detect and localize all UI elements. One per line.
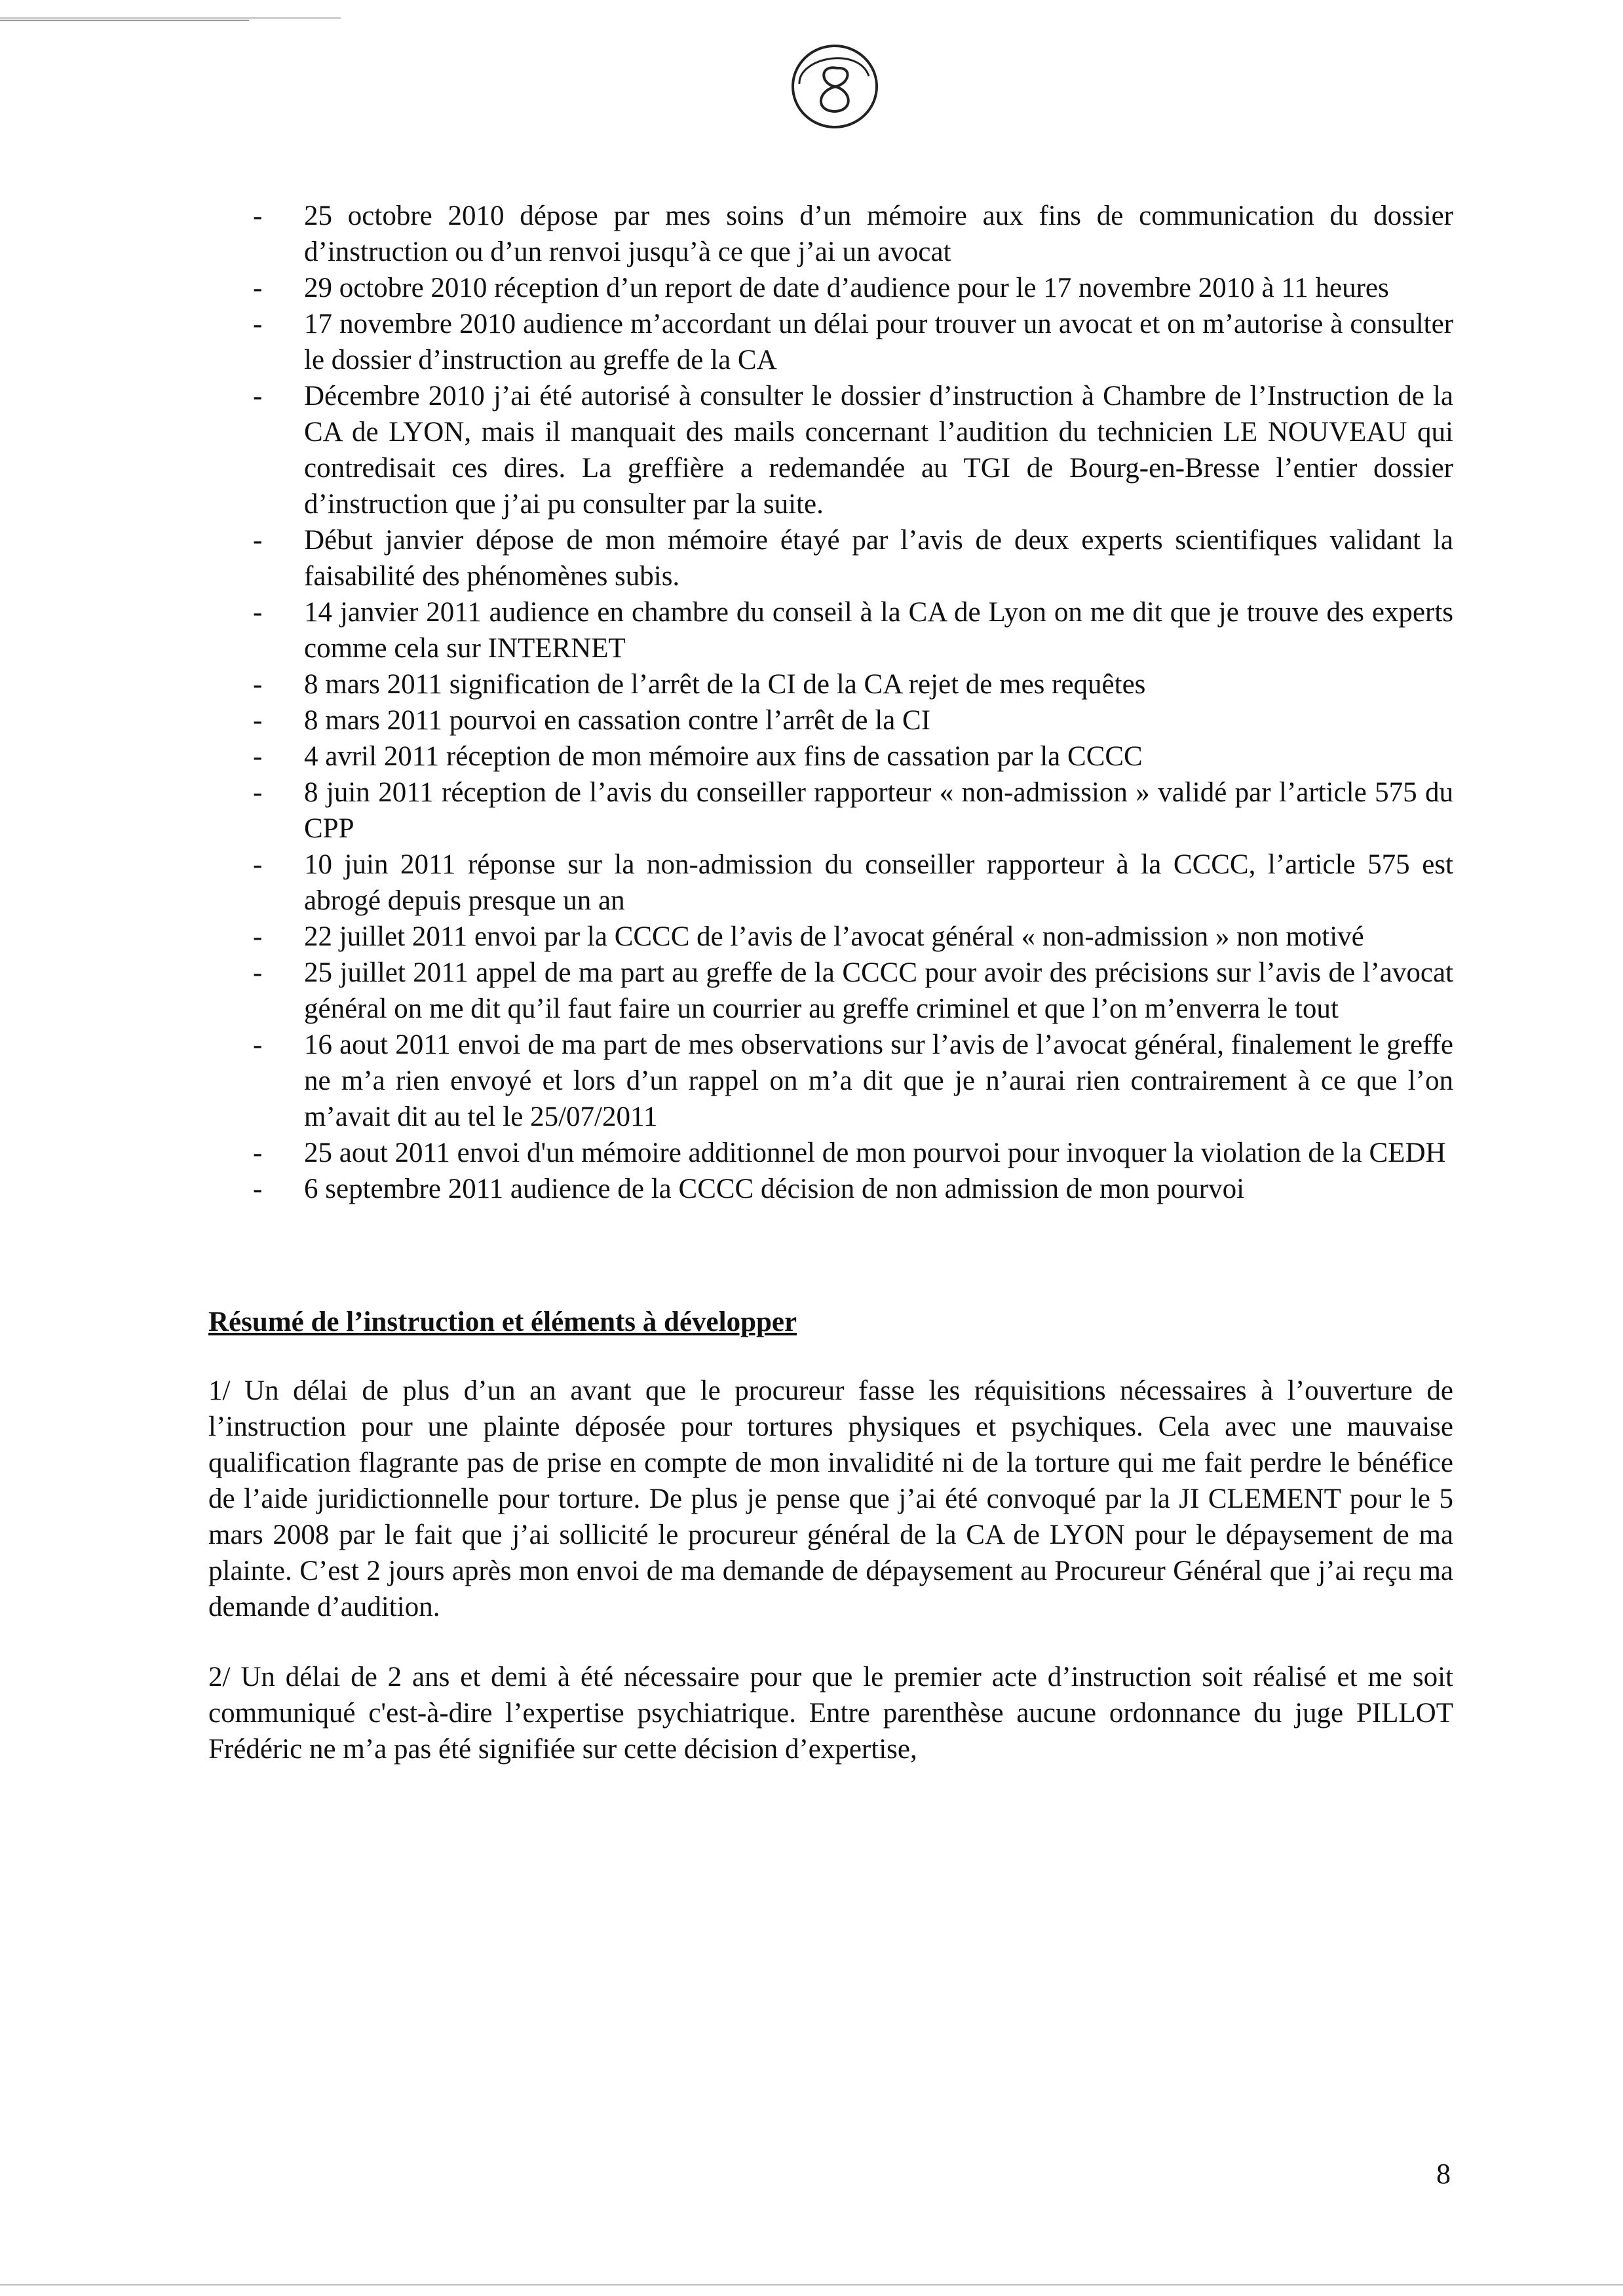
list-item: - 16 aout 2011 envoi de ma part de mes observations sur l’avis de l’avocat général, finalement le greffe ne m’a rien envoyé et lors d’un rappel on m’a dit que je n’aurai rien contrairement à ce que l’on m’avait dit au tel le 25/07/2011: [253, 1029, 1453, 1132]
list-item: - 8 mars 2011 pourvoi en cassation contre l’arrêt de la CI: [253, 705, 931, 736]
top-scan-rule-inner: [0, 20, 249, 21]
list-item: - 8 juin 2011 réception de l’avis du conseiller rapporteur « non-admission » validé par l’article 575 du CPP: [253, 777, 1453, 844]
list-item: - Décembre 2010 j’ai été autorisé à consulter le dossier d’instruction à Chambre de l’Instruction de la CA de LYON, mais il manquait des mails concernant l’audition du technicien LE NOUVEAU qui contredisait ces dires. La greffière a redemandée au TGI de Bourg-en-Bresse l’entier dossier d’instruction que j’ai pu consulter par la suite.: [253, 381, 1453, 520]
circled-number-icon: [786, 38, 883, 135]
bottom-scan-rule: [0, 2284, 1623, 2286]
document-body: [208, 198, 1453, 1767]
section-title: Résumé de l’instruction et éléments à développer: [208, 1307, 797, 1337]
top-scan-rule: [0, 17, 341, 19]
list-item: - 22 juillet 2011 envoi par la CCCC de l’avis de l’avocat général « non-admission » non motivé: [253, 921, 1364, 952]
summary-paragraph-2: 2/ Un délai de 2 ans et demi à été nécessaire pour que le premier acte d’instruction soit réalisé et me soit communiqué c'est-à-dire l’expertise psychiatrique. Entre parenthèse aucune ordonnance du juge PILLOT Frédéric ne m’a pas été signifiée sur cette décision d’expertise,: [208, 1662, 1453, 1765]
list-item: - 8 mars 2011 signification de l’arrêt de la CI de la CA rejet de mes requêtes: [253, 669, 1146, 700]
list-item: - 29 octobre 2010 réception d’un report de date d’audience pour le 17 novembre 2010 à 11 heures: [253, 273, 1389, 303]
list-item: - 10 juin 2011 réponse sur la non-admission du conseiller rapporteur à la CCCC, l’article 575 est abrogé depuis presque un an: [253, 849, 1453, 916]
list-item: - 6 septembre 2011 audience de la CCCC décision de non admission de mon pourvoi: [253, 1174, 1245, 1204]
handwritten-page-marker: [786, 38, 883, 135]
list-item: - 17 novembre 2010 audience m’accordant un délai pour trouver un avocat et on m’autorise à consulter le dossier d’instruction au greffe de la CA: [253, 309, 1453, 375]
list-item: - 25 aout 2011 envoi d'un mémoire additionnel de mon pourvoi pour invoquer la violation de la CEDH: [253, 1138, 1446, 1168]
list-item: - 4 avril 2011 réception de mon mémoire aux fins de cassation par la CCCC: [253, 741, 1143, 772]
list-item: - 14 janvier 2011 audience en chambre du conseil à la CA de Lyon on me dit que je trouve des experts comme cela sur INTERNET: [253, 597, 1453, 664]
list-item: - 25 octobre 2010 dépose par mes soins d’un mémoire aux fins de communication du dossier d’instruction ou d’un renvoi jusqu’à ce que j’ai un avocat: [253, 201, 1453, 267]
list-item: - 25 juillet 2011 appel de ma part au greffe de la CCCC pour avoir des précisions sur l’avis de l’avocat général on me dit qu’il faut faire un courrier au greffe criminel et que l’on m’enverra le tout: [253, 957, 1453, 1024]
summary-paragraph-1: 1/ Un délai de plus d’un an avant que le procureur fasse les réquisitions nécessaires à l’ouverture de l’instruction pour une plainte déposée pour tortures physiques et psychiques. Cela avec une mauvaise qualification flagrante pas de prise en compte de mon invalidité ni de la torture qui me fait perdre le bénéfice de l’aide juridictionnelle pour torture. De plus je pense que j’ai été convoqué par la JI CLEMENT pour le 5 mars 2008 par le fait que j’ai sollicité le procureur général de la CA de LYON pour le dépaysement de ma plainte. C’est 2 jours après mon envoi de ma demande de dépaysement au Procureur Général que j’ai reçu ma demande d’audition.: [208, 1375, 1453, 1622]
list-item: - Début janvier dépose de mon mémoire étayé par l’avis de deux experts scientifiques validant la faisabilité des phénomènes subis.: [253, 525, 1453, 592]
page-number: 8: [1436, 2158, 1451, 2190]
timeline-list: [208, 198, 1453, 1207]
